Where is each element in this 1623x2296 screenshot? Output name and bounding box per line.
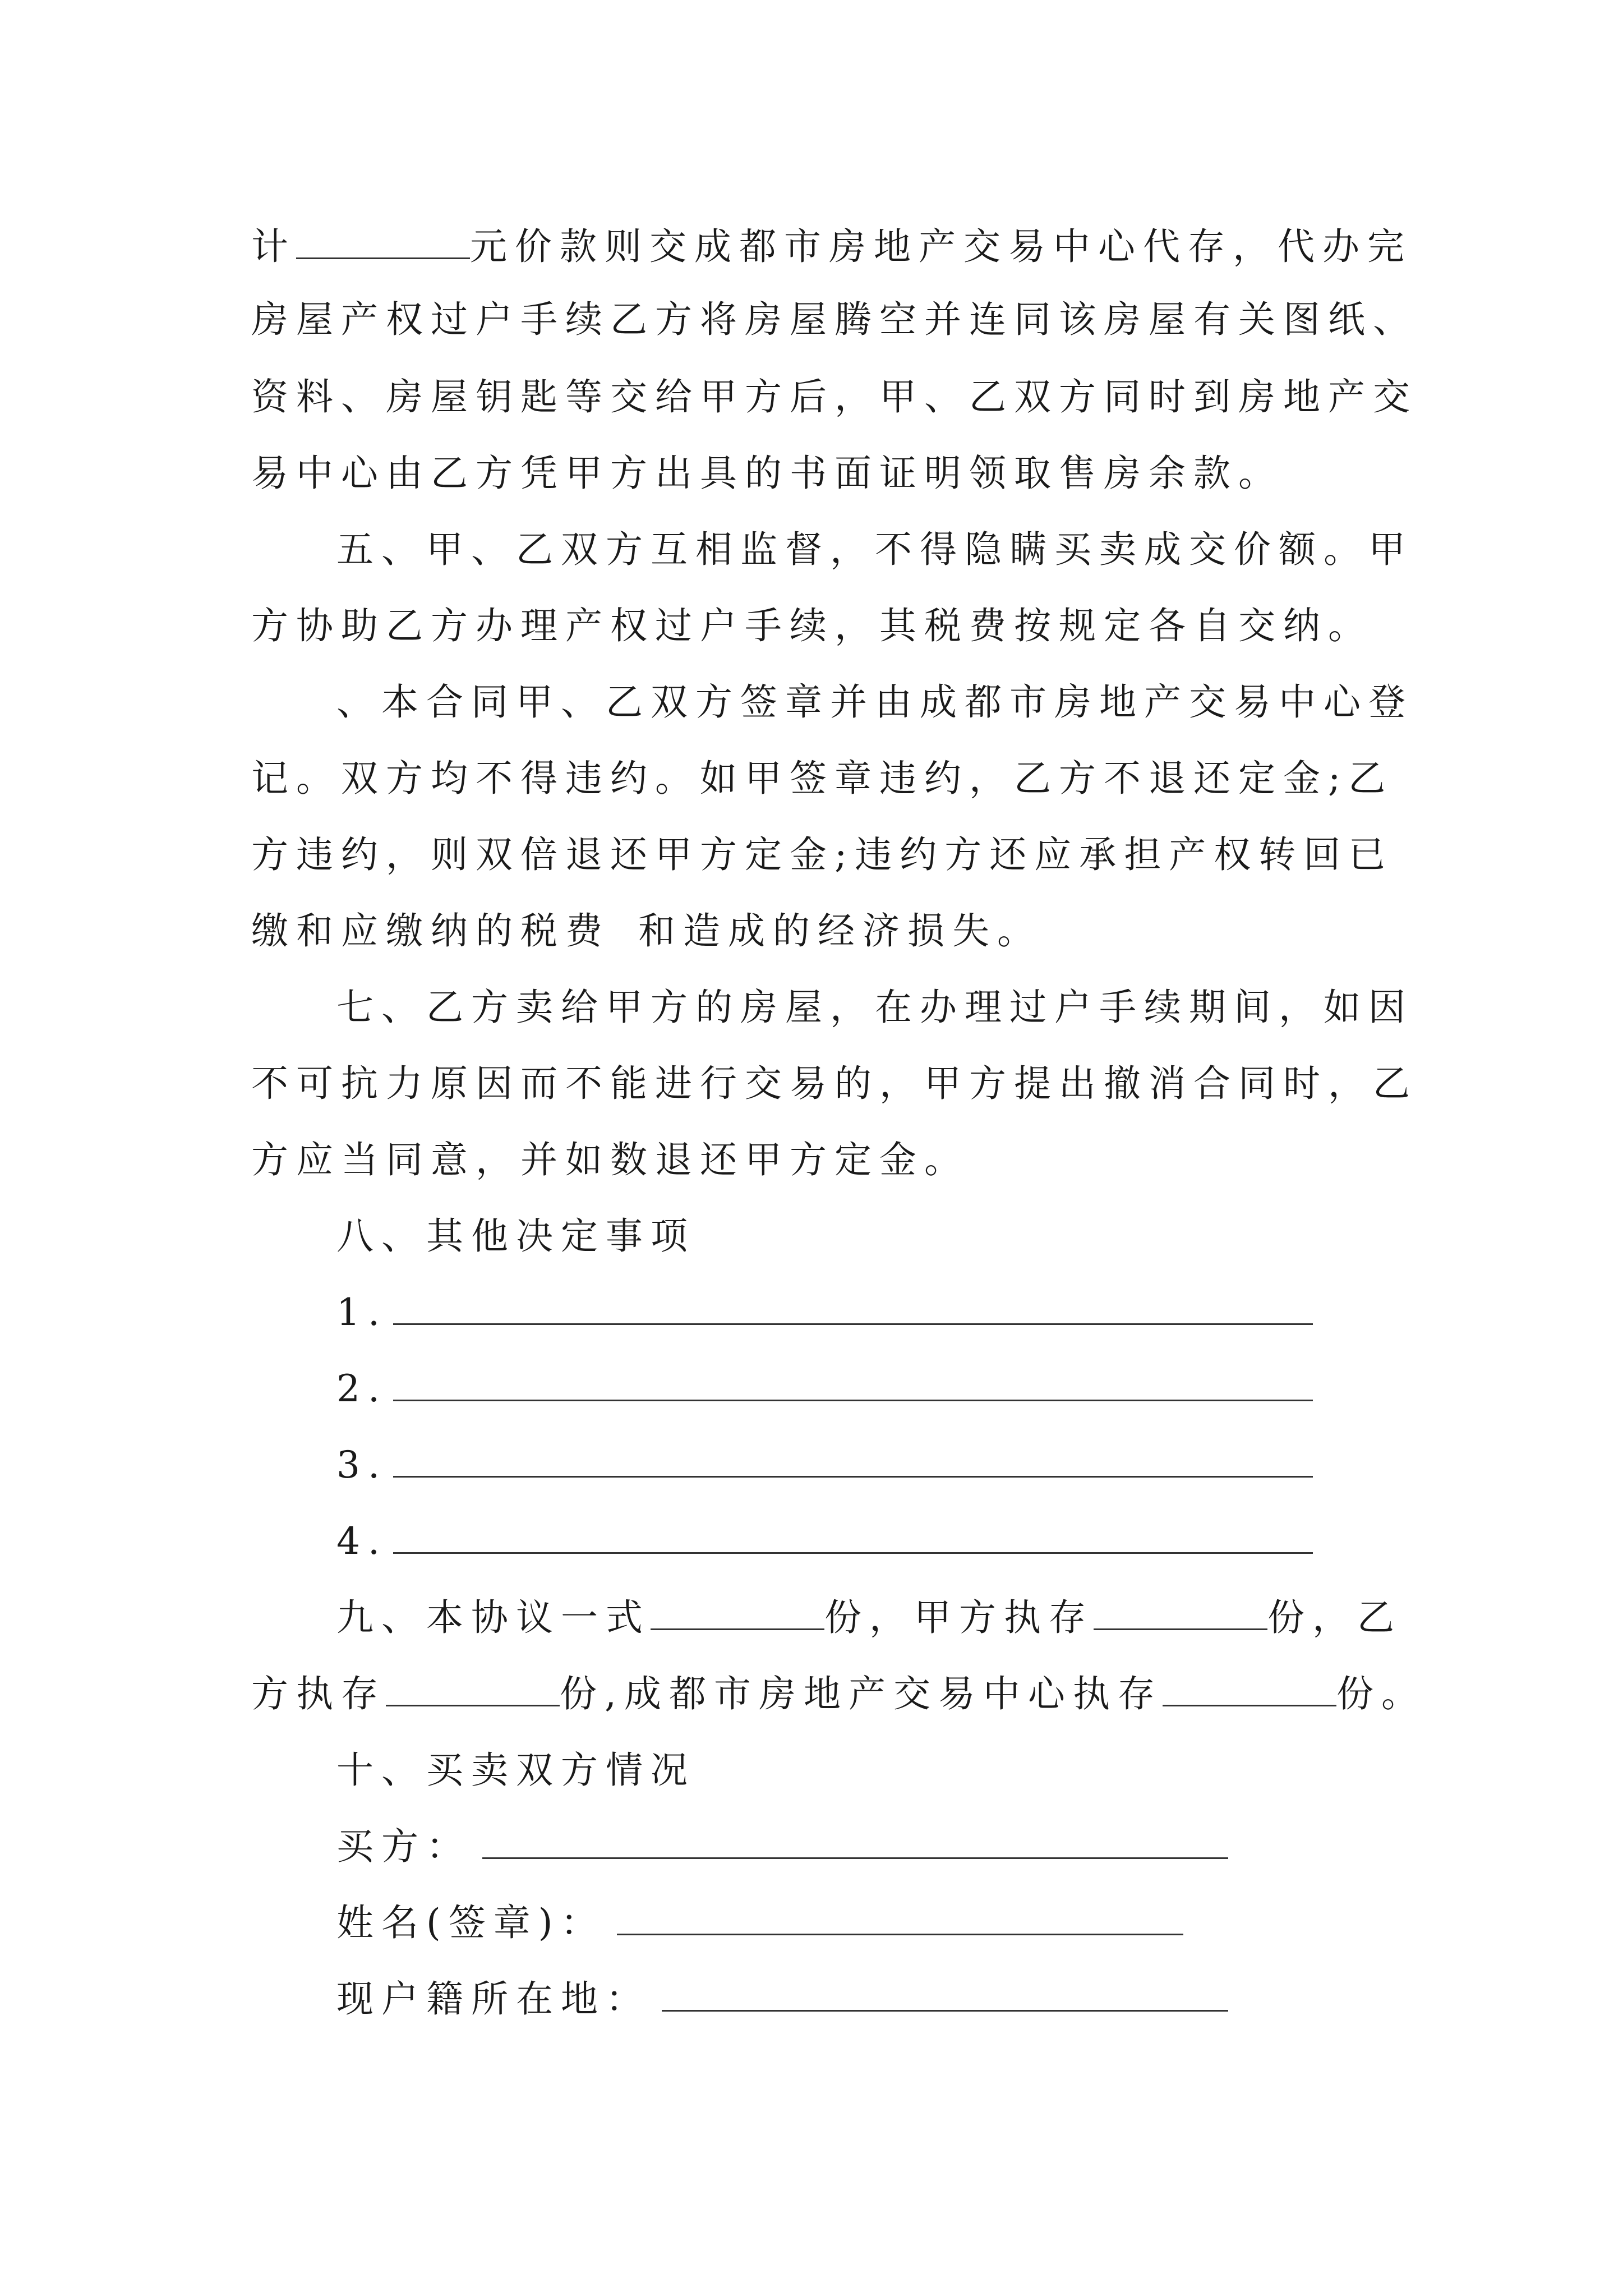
- buyer-label: 买方：: [336, 1825, 471, 1868]
- para8-title: [336, 1208, 695, 1264]
- name-line: [336, 1895, 1183, 1951]
- item-4: [336, 1513, 1313, 1570]
- item-2: [336, 1361, 1313, 1417]
- text: 方执存: [251, 1672, 386, 1715]
- text: 九、本协议一式: [336, 1596, 651, 1639]
- para7-line3: [251, 1132, 969, 1188]
- para6-line1: [336, 674, 1413, 730]
- copies-blank: [386, 1670, 560, 1706]
- item-blank: [393, 1365, 1313, 1401]
- name-blank: [617, 1899, 1183, 1935]
- copies-blank: [1163, 1670, 1336, 1706]
- item-number: 1.: [336, 1291, 388, 1334]
- item-1: [336, 1285, 1313, 1341]
- para7-line2: [251, 1056, 1418, 1112]
- para10-title: [336, 1742, 695, 1798]
- text: 十、买卖双方情况: [336, 1749, 695, 1792]
- text: 记。双方均不得违约。如甲签章违约，乙方不退还定金;乙: [251, 757, 1394, 800]
- buyer-line: [336, 1819, 1228, 1875]
- text: 份，乙: [1267, 1596, 1402, 1639]
- text: 、本合同甲、乙双方签章并由成都市房地产交易中心登: [336, 680, 1413, 724]
- item-number: 2.: [336, 1367, 388, 1410]
- text: 份,成都市房地产交易中心执存: [560, 1672, 1163, 1715]
- para4-line1: [251, 219, 1412, 275]
- name-label: 姓名(签章)：: [336, 1901, 606, 1944]
- hukou-label: 现户籍所在地：: [336, 1977, 651, 2021]
- para9-line1: [336, 1590, 1402, 1646]
- item-number: 4.: [336, 1520, 388, 1563]
- para4-line2: [251, 292, 1418, 348]
- item-number: 3.: [336, 1443, 388, 1487]
- item-blank: [393, 1441, 1313, 1478]
- text: 易中心由乙方凭甲方出具的书面证明领取售房余款。: [251, 452, 1283, 495]
- price-blank: [296, 223, 470, 259]
- para7-line1: [336, 979, 1413, 1036]
- para6-line2: [251, 751, 1393, 807]
- hukou-line: [336, 1971, 1228, 2027]
- text: 五、甲、乙双方互相监督，不得隐瞒买卖成交价额。甲: [336, 528, 1413, 571]
- para6-line3: [251, 827, 1393, 883]
- para6-line4: [251, 903, 1042, 959]
- text: 八、其他决定事项: [336, 1214, 695, 1258]
- text: 和造成的经济损失。: [638, 909, 1042, 953]
- text: 份，甲方执存: [824, 1596, 1094, 1639]
- para9-line2: [251, 1666, 1426, 1722]
- copies-blank: [1094, 1594, 1267, 1630]
- text: 计: [251, 225, 296, 268]
- text: 份。: [1336, 1672, 1426, 1715]
- hukou-blank: [662, 1975, 1228, 2012]
- para5-line2: [251, 598, 1373, 654]
- text: 不可抗力原因而不能进行交易的，甲方提出撤消合同时，乙: [251, 1062, 1418, 1105]
- copies-blank: [651, 1594, 824, 1630]
- para4-line3: [251, 369, 1418, 425]
- item-blank: [393, 1289, 1313, 1325]
- text: 房屋产权过户手续乙方将房屋腾空并连同该房屋有关图纸、: [251, 298, 1418, 341]
- text: 方违约，则双倍退还甲方定金;违约方还应承担产权转回已: [251, 833, 1394, 876]
- text: 方协助乙方办理产权过户手续，其税费按规定各自交纳。: [251, 604, 1373, 647]
- item-3: [336, 1437, 1313, 1493]
- text: 七、乙方卖给甲方的房屋，在办理过户手续期间，如因: [336, 986, 1413, 1029]
- buyer-blank: [482, 1823, 1228, 1859]
- para5-line1: [336, 522, 1413, 578]
- text: 方应当同意，并如数退还甲方定金。: [251, 1138, 969, 1181]
- text: 资料、房屋钥匙等交给甲方后，甲、乙双方同时到房地产交: [251, 375, 1418, 418]
- item-blank: [393, 1517, 1313, 1554]
- text: 元价款则交成都市房地产交易中心代存，代办完: [470, 225, 1412, 268]
- text: 缴和应缴纳的税费: [251, 909, 610, 953]
- para4-line4: [251, 445, 1283, 501]
